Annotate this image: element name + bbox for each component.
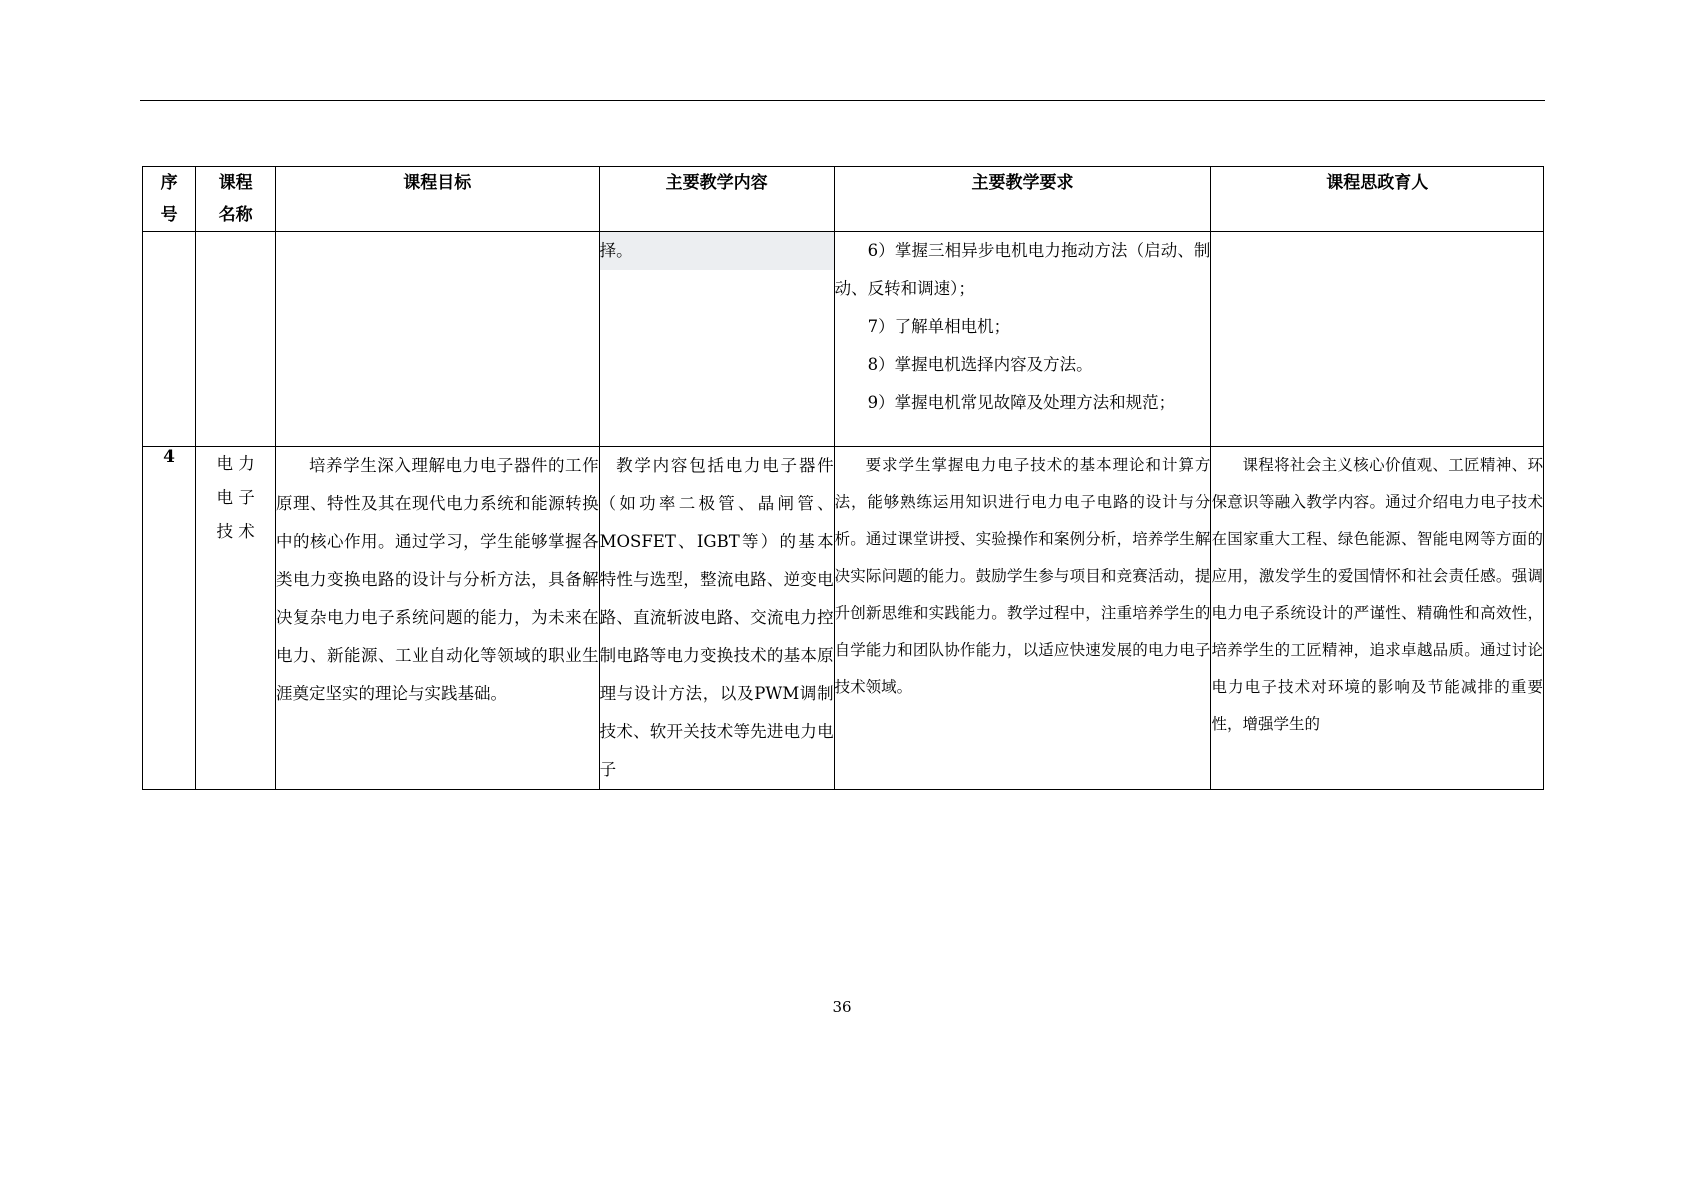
row-main-requirements <box>834 232 1211 447</box>
header-serial-number <box>143 167 196 232</box>
row-main-content-text: 择。 <box>600 232 834 270</box>
row-ideological-education <box>1211 232 1544 447</box>
requirement-item: 7）了解单相电机； <box>867 317 1011 336</box>
requirement-item: 6）掌握三相异步电机电力拖动方法（启动、制动、反转和调速）； <box>834 241 1211 298</box>
row-course-name <box>196 447 276 790</box>
header-rule <box>140 100 1545 101</box>
table-row <box>143 447 1544 790</box>
row-serial-number: 4 <box>143 447 196 790</box>
course-name-line2: 电 子 <box>216 488 255 507</box>
header-course-goal: 课程目标 <box>275 167 599 232</box>
row-main-content <box>599 232 834 447</box>
page-number: 36 <box>832 998 852 1016</box>
table-row <box>143 232 1544 447</box>
requirement-item: 要求学生掌握电力电子技术的基本理论和计算方法，能够熟练运用知识进行电力电子电路的设计与分析。通过课堂讲授、实验操作和案例分析，培养学生解决实际问题的能力。鼓励学生参与项目和竞赛活动，提升创新思维和实践能力。教学过程中，注重培养学生的自学能力和团队协作能力，以适应快速发展的电力电子技术领域。 <box>834 456 1211 696</box>
row-course-name <box>196 232 276 447</box>
requirement-item: 9）掌握电机常见故障及处理方法和规范； <box>867 393 1176 412</box>
course-table <box>142 166 1544 790</box>
row-course-goal <box>275 232 599 447</box>
header-serial-number-line1: 序 <box>160 173 178 193</box>
course-name-line3: 技 术 <box>216 522 255 541</box>
row-course-goal <box>275 447 599 790</box>
header-main-content: 主要教学内容 <box>599 167 834 232</box>
course-goal-text: 培养学生深入理解电力电子器件的工作原理、特性及其在现代电力系统和能源转换中的核心作用。通过学习，学生能够掌握各类电力变换电路的设计与分析方法，具备解决复杂电力电子系统问题的能力，为未来在电力、新能源、工业自动化等领域的职业生涯奠定坚实的理论与实践基础。 <box>275 456 599 703</box>
requirement-item: 8）掌握电机选择内容及方法。 <box>867 355 1093 374</box>
main-content-text: 教学内容包括电力电子器件（如功率二极管、晶闸管、MOSFET、IGBT等）的基本特性与选型，整流电路、逆变电路、直流斩波电路、交流电力控制电路等电力变换技术的基本原理与设计方法，以及PWM调制技术、软开关技术等先进电力电子 <box>599 456 834 779</box>
header-course-name <box>196 167 276 232</box>
header-serial-number-line2: 号 <box>160 205 178 225</box>
row-main-content <box>599 447 834 790</box>
header-course-name-line2: 名称 <box>218 205 253 225</box>
row-ideological-education <box>1211 447 1544 790</box>
ideological-text: 课程将社会主义核心价值观、工匠精神、环保意识等融入教学内容。通过介绍电力电子技术在国家重大工程、绿色能源、智能电网等方面的应用，激发学生的爱国情怀和社会责任感。强调电力电子系统设计的严谨性、精确性和高效性，培养学生的工匠精神，追求卓越品质。通过讨论电力电子技术对环境的影响及节能减排的重要性，增强学生的 <box>1211 456 1543 733</box>
row-main-requirements <box>834 447 1211 790</box>
header-course-name-line1: 课程 <box>218 173 253 193</box>
header-main-requirements: 主要教学要求 <box>834 167 1211 232</box>
row-serial-number <box>143 232 196 447</box>
table-header-row <box>143 167 1544 232</box>
course-name-line1: 电 力 <box>216 454 255 473</box>
header-ideological-education: 课程思政育人 <box>1211 167 1544 232</box>
